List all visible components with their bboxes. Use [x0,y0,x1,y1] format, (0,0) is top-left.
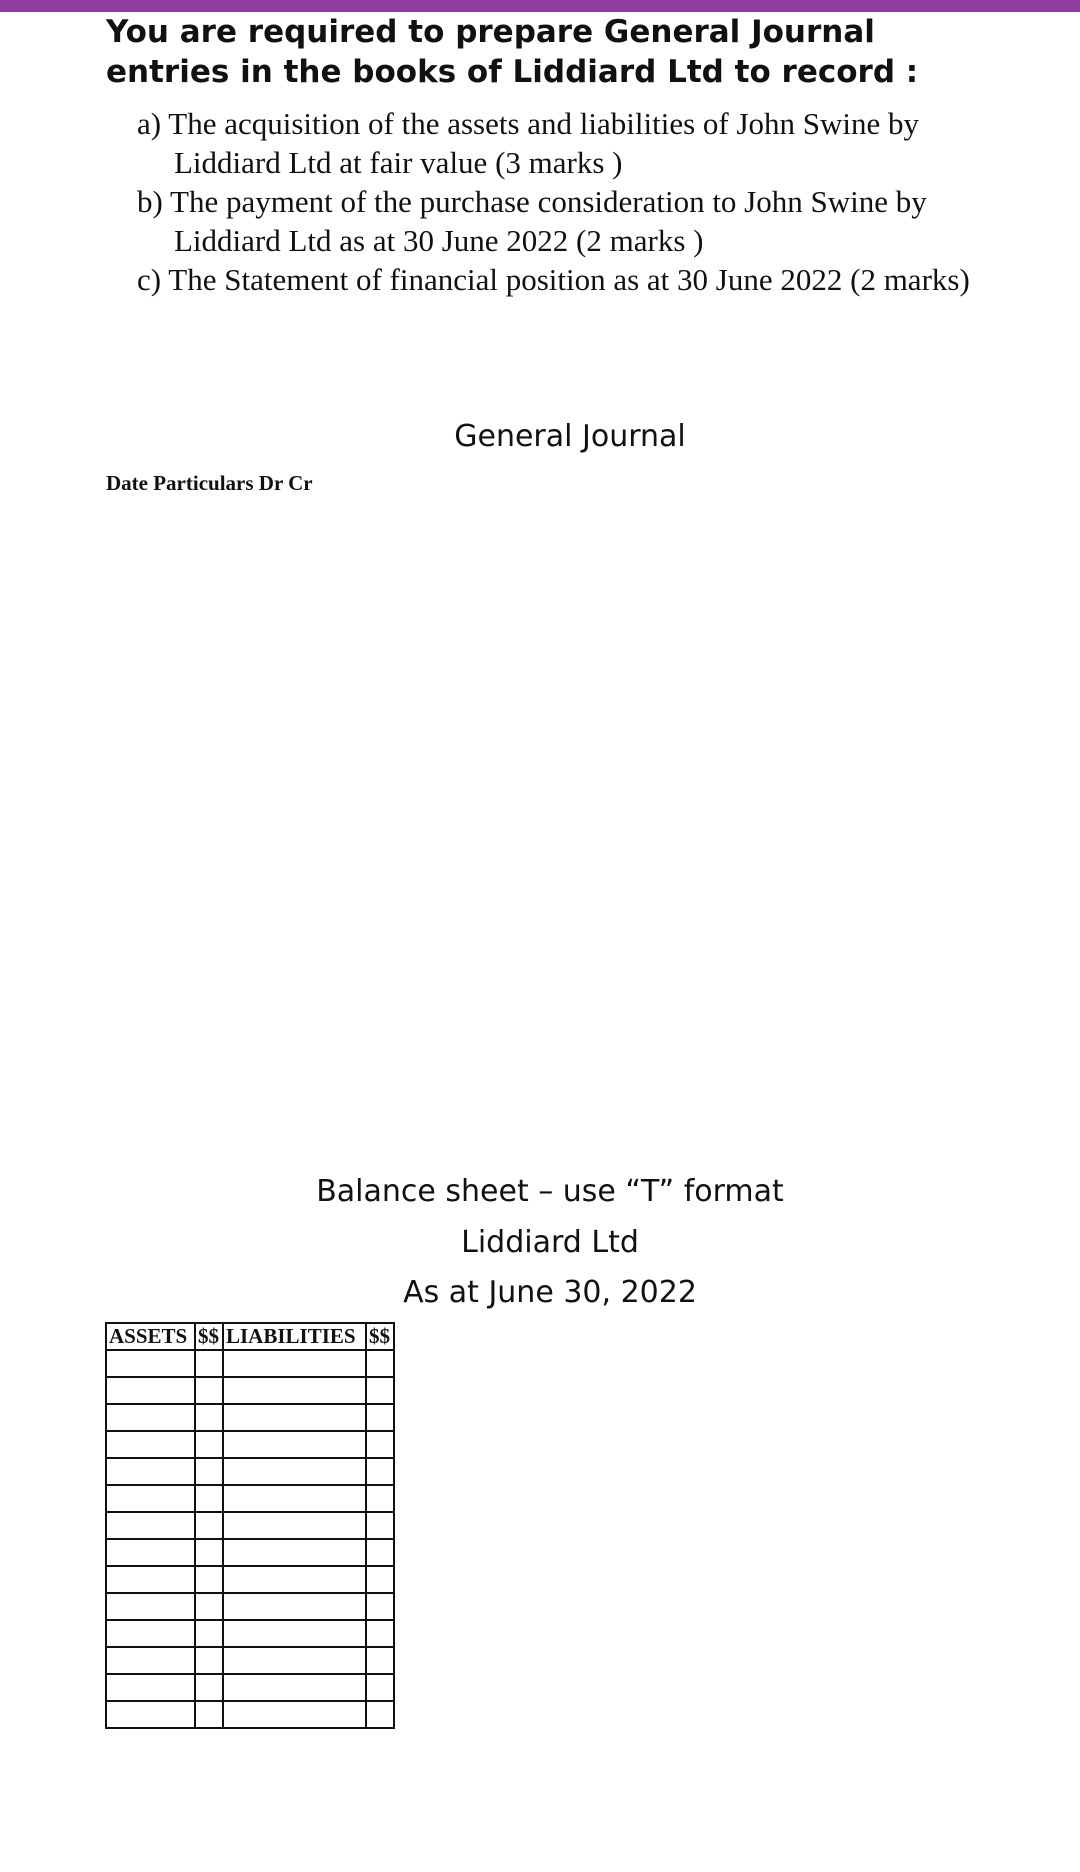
cell-assets [106,1701,195,1728]
cell-assets [106,1512,195,1539]
balance-sheet-table [105,1322,395,1729]
journal-column-headers: Date Particulars Dr Cr [106,471,313,495]
cell-liabilities [223,1566,366,1593]
cell-assets-amount [195,1539,223,1566]
cell-assets-amount [195,1647,223,1674]
balance-sheet-row [106,1593,394,1620]
balance-sheet-row [106,1620,394,1647]
cell-liabilities [223,1431,366,1458]
cell-liabilities-amount [366,1512,394,1539]
cell-liabilities-amount [366,1620,394,1647]
cell-assets [106,1593,195,1620]
balance-sheet-row [106,1485,394,1512]
balance-sheet-row [106,1377,394,1404]
cell-assets [106,1377,195,1404]
cell-liabilities-amount [366,1593,394,1620]
balance-sheet-date: As at June 30, 2022 [403,1275,697,1310]
balance-sheet-row [106,1512,394,1539]
cell-assets [106,1674,195,1701]
cell-assets-amount [195,1674,223,1701]
balance-sheet-title: Balance sheet – use “T” format [316,1174,784,1209]
cell-liabilities-amount [366,1701,394,1728]
cell-liabilities [223,1701,366,1728]
cell-liabilities [223,1674,366,1701]
balance-sheet-row [106,1647,394,1674]
cell-assets [106,1539,195,1566]
cell-liabilities [223,1593,366,1620]
cell-liabilities [223,1350,366,1377]
cell-assets-amount [195,1485,223,1512]
cell-assets-amount [195,1458,223,1485]
cell-assets-amount [195,1566,223,1593]
cell-liabilities [223,1539,366,1566]
question-heading: You are required to prepare General Journal entries in the books of Liddiard Ltd to record : [106,14,919,90]
cell-assets [106,1350,195,1377]
cell-liabilities-amount [366,1539,394,1566]
cell-assets [106,1566,195,1593]
task-list [137,104,1017,299]
balance-sheet-company: Liddiard Ltd [461,1225,639,1260]
cell-assets [106,1458,195,1485]
cell-assets-amount [195,1620,223,1647]
cell-assets [106,1404,195,1431]
cell-liabilities-amount [366,1485,394,1512]
balance-sheet-row [106,1539,394,1566]
task-item-b: b) The payment of the purchase consideration to John Swine by Liddiard Ltd as at 30 June 2022 (2 marks ) [137,184,927,258]
balance-sheet-row [106,1674,394,1701]
balance-sheet-row [106,1701,394,1728]
cell-assets-amount [195,1404,223,1431]
cell-assets [106,1620,195,1647]
cell-assets [106,1431,195,1458]
header-assets: ASSETS [106,1323,195,1350]
cell-liabilities-amount [366,1377,394,1404]
balance-sheet-row [106,1566,394,1593]
header-assets-amount: $$ [195,1323,223,1350]
balance-sheet-header-row [106,1323,394,1350]
header-liabilities: LIABILITIES [223,1323,366,1350]
cell-assets [106,1485,195,1512]
balance-sheet-body [106,1350,394,1728]
balance-sheet-row [106,1404,394,1431]
cell-assets-amount [195,1377,223,1404]
balance-sheet-row [106,1458,394,1485]
cell-assets-amount [195,1512,223,1539]
cell-liabilities-amount [366,1674,394,1701]
balance-sheet-row [106,1350,394,1377]
top-accent-bar [0,0,1080,12]
cell-liabilities [223,1647,366,1674]
cell-liabilities [223,1404,366,1431]
header-liabilities-amount: $$ [366,1323,394,1350]
task-item-a: a) The acquisition of the assets and liabilities of John Swine by Liddiard Ltd at fair value (3 marks ) [137,106,920,180]
cell-liabilities [223,1458,366,1485]
cell-assets-amount [195,1593,223,1620]
cell-liabilities-amount [366,1350,394,1377]
cell-liabilities [223,1620,366,1647]
cell-assets-amount [195,1350,223,1377]
cell-assets-amount [195,1431,223,1458]
balance-sheet-row [106,1431,394,1458]
cell-liabilities-amount [366,1458,394,1485]
journal-title: General Journal [454,419,686,454]
cell-liabilities-amount [366,1566,394,1593]
cell-liabilities [223,1512,366,1539]
cell-liabilities-amount [366,1404,394,1431]
task-item-c: c) The Statement of financial position as at 30 June 2022 (2 marks) [137,262,970,297]
cell-liabilities [223,1377,366,1404]
cell-liabilities-amount [366,1431,394,1458]
cell-assets [106,1647,195,1674]
cell-liabilities [223,1485,366,1512]
cell-assets-amount [195,1701,223,1728]
cell-liabilities-amount [366,1647,394,1674]
